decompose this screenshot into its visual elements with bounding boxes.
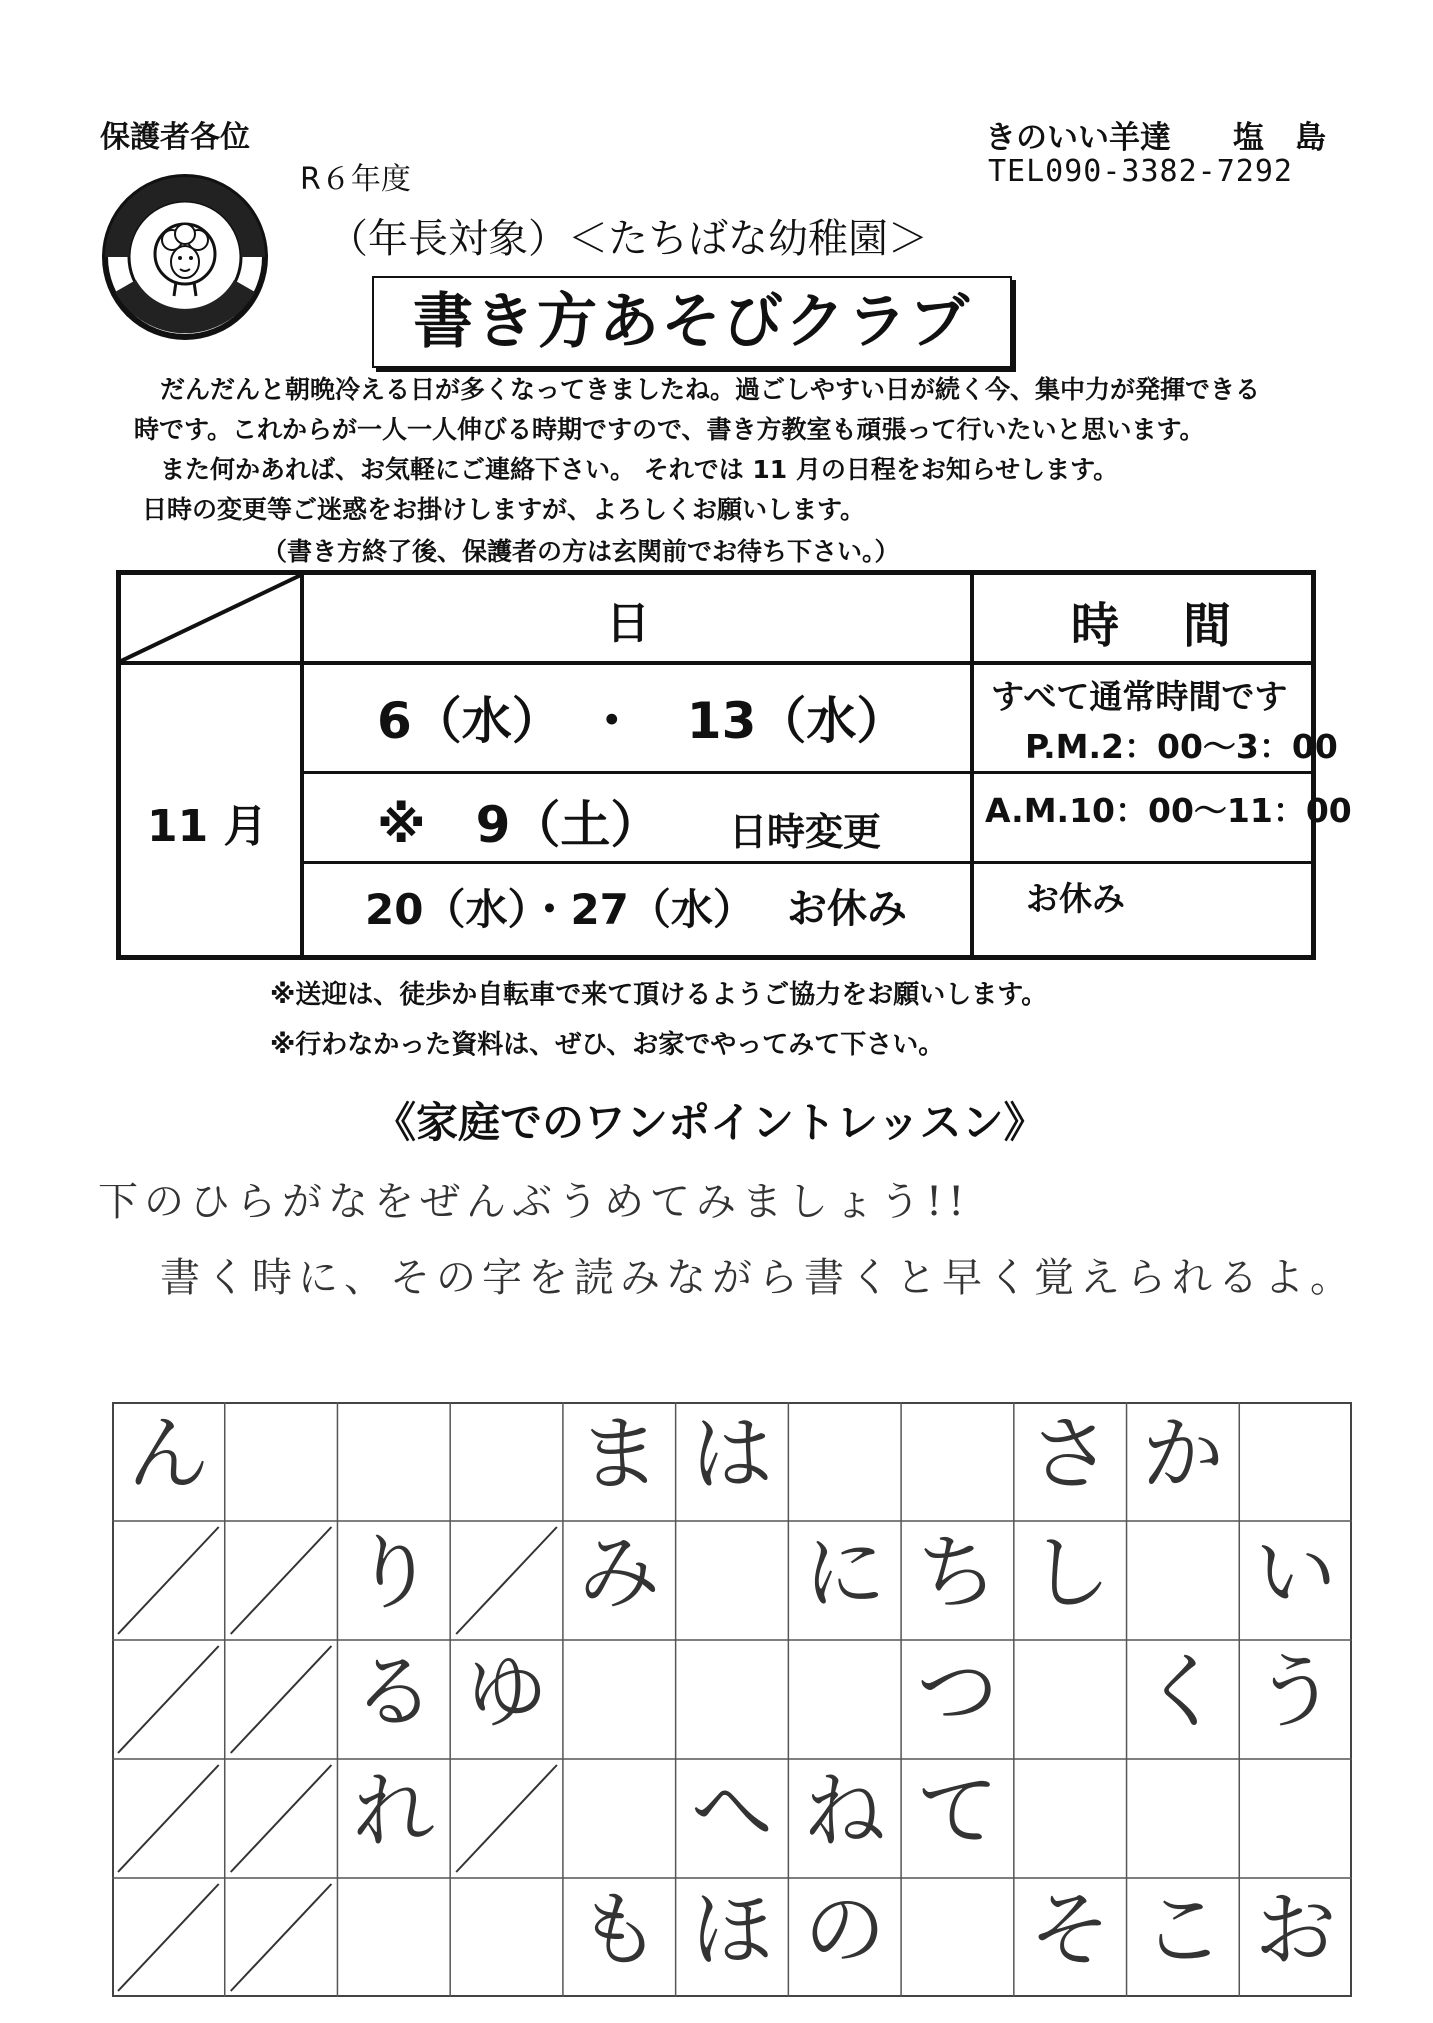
grid-kana: ね bbox=[803, 1764, 886, 1859]
schedule-table bbox=[116, 570, 1352, 960]
grid-slash bbox=[231, 1646, 332, 1753]
grid-kana: い bbox=[1254, 1526, 1337, 1621]
schedule-row-1-day: 6（水） ・ 13（水） bbox=[377, 692, 907, 750]
handwritten-instruction-2: 書く時に、その字を読みながら書くと早く覚えられるよ。 bbox=[160, 1255, 1356, 1301]
schedule-row-1-time-range: P.M.2：00～3：00 bbox=[1025, 727, 1338, 766]
grid-slash bbox=[231, 1765, 332, 1872]
grid-kana: さ bbox=[1029, 1407, 1112, 1502]
grid-kana: ゆ bbox=[465, 1645, 548, 1740]
fiscal-year: R６年度 bbox=[300, 162, 411, 197]
schedule-row-2-note: 日時変更 bbox=[729, 810, 882, 854]
grid-slash bbox=[118, 1646, 219, 1753]
sheep-logo bbox=[100, 172, 270, 342]
grid-kana: か bbox=[1141, 1407, 1224, 1502]
month-label: 11 月 bbox=[147, 801, 268, 852]
intro-line-3: また何かあれば、お気軽にご連絡下さい。 それでは 11 月の日程をお知らせします。 bbox=[160, 455, 1119, 484]
page-title: 書き方あそびクラブ bbox=[372, 276, 1012, 368]
grid-kana: れ bbox=[352, 1764, 435, 1859]
target-kindergarten: （年長対象）＜たちばな幼稚園＞ bbox=[328, 216, 928, 262]
grid-kana: に bbox=[803, 1526, 886, 1621]
hiragana-practice-grid bbox=[112, 1402, 1352, 1997]
grid-kana: う bbox=[1254, 1645, 1337, 1740]
schedule-row-3-note: お休み bbox=[787, 886, 907, 932]
intro-line-1: だんだんと朝晩冷える日が多くなってきましたね。過ごしやすい日が続く今、集中力が発揮できる bbox=[160, 375, 1261, 404]
schedule-row-3-time: お休み bbox=[1026, 879, 1125, 918]
grid-kana: て bbox=[916, 1764, 999, 1859]
grid-kana: つ bbox=[916, 1645, 999, 1740]
intro-line-4: 日時の変更等ご迷惑をお掛けしますが、よろしくお願いします。 bbox=[142, 495, 866, 524]
grid-kana: る bbox=[352, 1645, 435, 1740]
column-header-day: 日 bbox=[606, 598, 650, 649]
organization-name: きのいい羊達 塩 島 bbox=[985, 120, 1326, 156]
grid-slash bbox=[456, 1527, 557, 1634]
grid-kana: お bbox=[1254, 1883, 1337, 1978]
grid-kana: そ bbox=[1029, 1883, 1112, 1978]
grid-kana: の bbox=[803, 1883, 886, 1978]
transport-note: ※送迎は、徒歩か自転車で来て頂けるようご協力をお願いします。 bbox=[270, 980, 1048, 1010]
grid-kana: ま bbox=[578, 1407, 661, 1502]
grid-kana: み bbox=[578, 1526, 661, 1621]
intro-line-2: 時です。これからが一人一人伸びる時期ですので、書き方教室も頑張って行いたいと思います。 bbox=[134, 415, 1205, 444]
materials-note: ※行わなかった資料は、ぜひ、お家でやってみて下さい。 bbox=[270, 1030, 945, 1060]
schedule-row-2-time: A.M.10：00～11：00 bbox=[985, 791, 1352, 830]
grid-slash bbox=[118, 1884, 219, 1991]
handwritten-instruction-1: 下のひらがなをぜんぶうめてみましょう!! bbox=[98, 1179, 971, 1225]
addressee: 保護者各位 bbox=[100, 120, 250, 155]
grid-kana: こ bbox=[1141, 1883, 1224, 1978]
grid-kana: り bbox=[352, 1526, 435, 1621]
grid-kana: も bbox=[578, 1883, 661, 1978]
schedule-row-1-time: すべて通常時間です bbox=[991, 677, 1288, 716]
grid-kana: ほ bbox=[690, 1883, 773, 1978]
grid-slash bbox=[456, 1765, 557, 1872]
grid-kana: は bbox=[690, 1407, 773, 1502]
wait-note: （書き方終了後、保護者の方は玄関前でお待ち下さい。） bbox=[262, 537, 900, 566]
phone-number: TEL090-3382-7292 bbox=[988, 154, 1293, 189]
schedule-row-2-day: ※ 9（土） bbox=[377, 796, 661, 854]
grid-kana: へ bbox=[690, 1764, 773, 1859]
grid-slash bbox=[231, 1884, 332, 1991]
grid-kana: ち bbox=[916, 1526, 999, 1621]
grid-kana: ん bbox=[127, 1407, 210, 1502]
lesson-title: 《家庭でのワンポイントレッスン》 bbox=[374, 1098, 1046, 1147]
column-header-time: 時 間 bbox=[1071, 598, 1240, 654]
schedule-row-3-day: 20（水）・27（水） bbox=[365, 885, 755, 934]
grid-kana: く bbox=[1141, 1645, 1224, 1740]
grid-slash bbox=[118, 1765, 219, 1872]
grid-slash bbox=[231, 1527, 332, 1634]
grid-slash bbox=[118, 1527, 219, 1634]
grid-kana: し bbox=[1029, 1526, 1112, 1621]
